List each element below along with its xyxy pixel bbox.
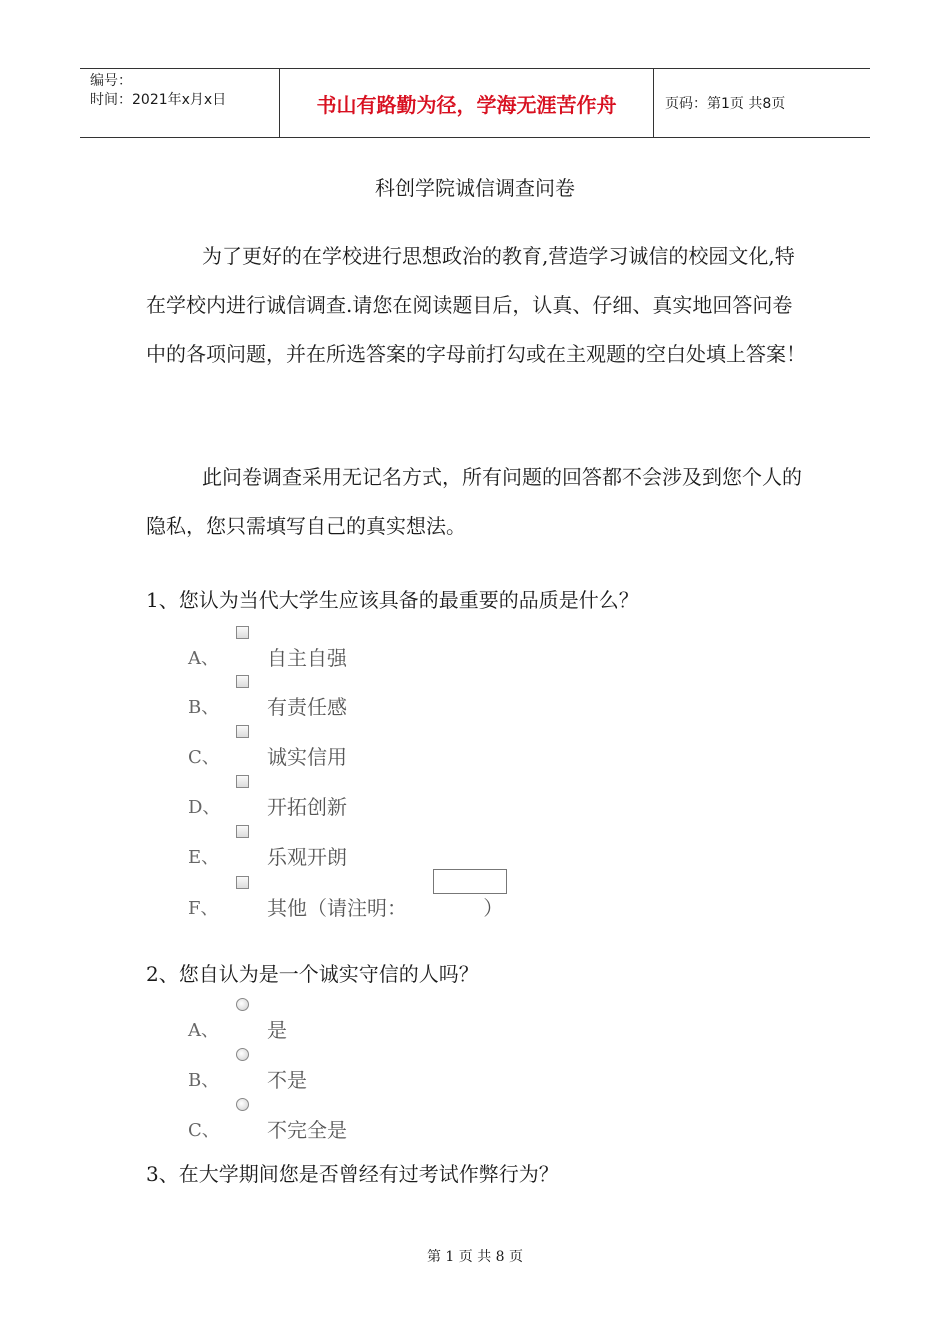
- checkbox-icon[interactable]: [236, 725, 249, 738]
- q2-option-a[interactable]: [188, 998, 688, 1048]
- option-text: 自主自强: [267, 646, 347, 670]
- option-text: 其他（请注明： ）: [267, 896, 504, 920]
- checkbox-icon[interactable]: [236, 825, 249, 838]
- option-letter: B、: [188, 697, 220, 718]
- q2-option-b[interactable]: [188, 1048, 688, 1098]
- option-letter: E、: [188, 847, 220, 868]
- option-letter: B、: [188, 1070, 220, 1091]
- page-title: 科创学院诚信调查问卷: [375, 176, 575, 200]
- q2-option-c[interactable]: [188, 1098, 688, 1148]
- checkbox-icon[interactable]: [236, 876, 249, 889]
- option-letter: F、: [188, 898, 219, 919]
- q1-option-a[interactable]: [188, 626, 688, 676]
- checkbox-icon[interactable]: [236, 775, 249, 788]
- page-footer: 第 1 页 共 8 页: [426, 1249, 524, 1265]
- checkbox-icon[interactable]: [236, 626, 249, 639]
- option-letter: D、: [188, 797, 221, 818]
- checkbox-icon[interactable]: [236, 675, 249, 688]
- page-label: 页码：第1页 共8页: [665, 96, 786, 112]
- option-letter: C、: [188, 747, 220, 768]
- option-letter: A、: [188, 1020, 219, 1041]
- question-3: 3、在大学期间您是否曾经有过考试作弊行为？: [146, 1162, 559, 1186]
- header-info-cell: [80, 69, 280, 137]
- time-label: 时间：2021年x月x日: [90, 92, 227, 108]
- option-text: 诚实信用: [267, 745, 347, 769]
- option-text: 开拓创新: [267, 795, 347, 819]
- option-letter: A、: [188, 648, 219, 669]
- q1-option-c[interactable]: [188, 725, 688, 775]
- intro-paragraph-1: 为了更好的在学校进行思想政治的教育,营造学习诚信的校园文化,特在学校内进行诚信调查.请您在阅读题目后，认真、仔细、真实地回答问卷中的各项问题，并在所选答案的字母前打勾或在主观题的空白处填上答案！: [146, 244, 806, 366]
- q1-option-d[interactable]: [188, 775, 688, 825]
- radio-icon[interactable]: [236, 1048, 249, 1061]
- q1-option-b[interactable]: [188, 675, 688, 725]
- option-text: 不完全是: [267, 1118, 347, 1142]
- option-text: 不是: [267, 1068, 307, 1092]
- question-2: 2、您自认为是一个诚实守信的人吗？: [146, 962, 479, 986]
- option-text: 是: [267, 1018, 287, 1042]
- other-text-input[interactable]: [433, 869, 507, 894]
- radio-icon[interactable]: [236, 1098, 249, 1111]
- option-text: 有责任感: [267, 695, 347, 719]
- motto: 书山有路勤为径，学海无涯苦作舟: [280, 69, 654, 137]
- intro-paragraph-2: 此问卷调查采用无记名方式，所有问题的回答都不会涉及到您个人的隐私，您只需填写自己的真实想法。: [146, 465, 802, 538]
- number-label: 编号：: [90, 73, 132, 89]
- option-text: 乐观开朗: [267, 845, 347, 869]
- radio-icon[interactable]: [236, 998, 249, 1011]
- option-letter: C、: [188, 1120, 220, 1141]
- q1-option-e[interactable]: [188, 825, 688, 875]
- document-header: [80, 68, 870, 138]
- question-1: 1、您认为当代大学生应该具备的最重要的品质是什么？: [146, 588, 639, 612]
